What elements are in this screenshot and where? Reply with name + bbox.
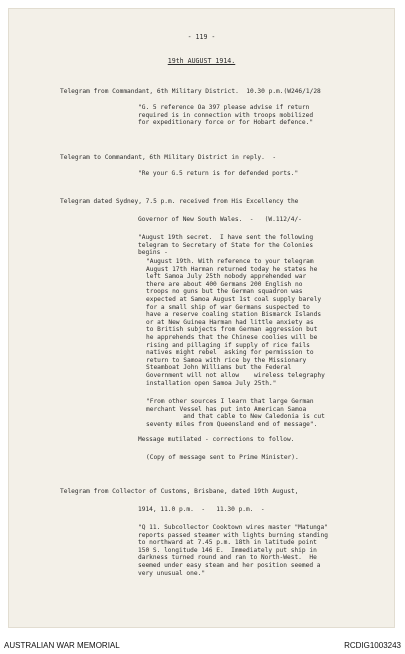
entry-3-heading: Telegram dated Sydney, 7.5 p.m. received from His Excellency the bbox=[60, 198, 299, 205]
entry-3-body: "August 19th secret. I have sent the following telegram to Secretary of State for the Colonies begins - bbox=[138, 234, 314, 257]
footer-right: RCDIG1003243 bbox=[344, 641, 401, 650]
entry-4-body: "Q 11. Subcollector Cooktown wires master "Matunga" reports passed steamer with lights burning standing to northward at 7.45 p.m. 18th in latitude point 150 S. longitude 146 E. Immediately put ship in darkness turned round and ran to North-West. He seemed under easy steam and her position seemed a very unusual one." bbox=[138, 524, 328, 577]
entry-4-heading-2: 1914, 11.0 p.m. - 11.30 p.m. - bbox=[138, 506, 265, 513]
entry-3-note: Message mutilated - corrections to follow. bbox=[138, 436, 295, 443]
date-heading: 19th AUGUST 1914. bbox=[167, 57, 236, 65]
entry-3-heading-2: Governor of New South Wales. - (W.112/4/- bbox=[138, 216, 302, 223]
entry-2-heading: Telegram to Commandant, 6th Military District in reply. - bbox=[60, 154, 277, 161]
footer-left: AUSTRALIAN WAR MEMORIAL bbox=[4, 641, 120, 650]
page-number: - 119 - bbox=[187, 33, 216, 41]
entry-1-heading: Telegram from Commandant, 6th Military District. 10.30 p.m.(W246/1/28 bbox=[60, 88, 321, 95]
entry-2-body: "Re your G.5 return is for defended ports." bbox=[138, 170, 299, 177]
entry-4-heading: Telegram from Collector of Customs, Brisbane, dated 19th August, bbox=[60, 488, 299, 495]
entry-1-body: "G. 5 reference Oa 397 please advise if return required is in connection with troops mobilized for expeditionary force or for Hobart defence." bbox=[138, 104, 314, 127]
document-page bbox=[8, 8, 395, 628]
entry-3-copy-note: (Copy of message sent to Prime Minister). bbox=[146, 454, 299, 461]
entry-3-quote: "August 19th. With reference to your telegram August 17th Harman returned today he states he left Samoa July 25th nobody apprehended war there are about 400 Germans 200 English no troops no guns but the German squadron was expected at Samoa August 1st coal supply barely for a small ship of war Germans suspected to have a reserve coaling station Bismarck Islands or at New Guinea Harman had little anxiety as to British subjects from German aggression but he apprehends that the Chinese coolies will be rising and pillaging if supply of rice fails natives might rebel asking for permission to return to Samoa with rice by the Missionary Steamboat John Williams but the Federal Government will not allow wireless telegraphy installation open Samoa July 25th." bbox=[146, 258, 325, 387]
entry-3-quote-2: "From other sources I learn that large German merchant Vessel has put into American Samoa and that cable to New Caledonia is cut seventy miles from Queensland end of message". bbox=[146, 398, 325, 428]
